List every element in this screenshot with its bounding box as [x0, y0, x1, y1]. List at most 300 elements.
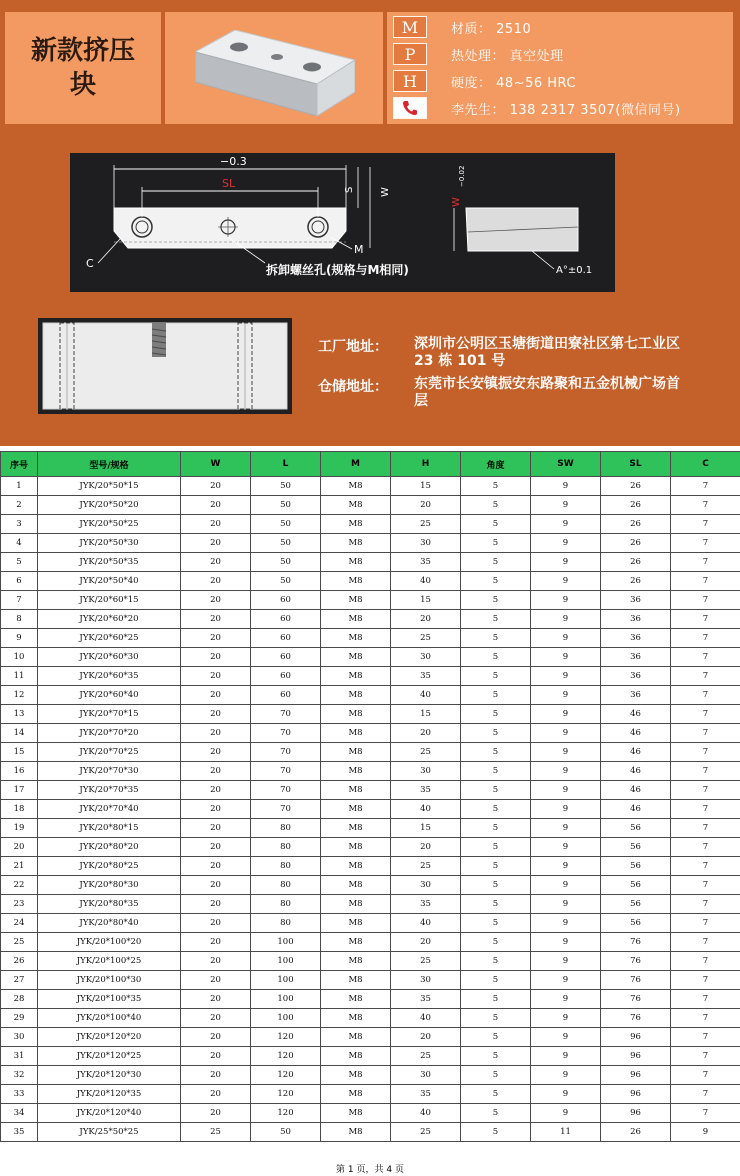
table-cell: 5 [461, 743, 531, 762]
table-cell: 7 [671, 553, 740, 572]
table-row [1, 1066, 740, 1085]
table-cell: 8 [1, 610, 38, 629]
table-cell: 9 [531, 1009, 601, 1028]
table-cell: M8 [321, 876, 391, 895]
table-cell: 20 [181, 971, 251, 990]
table-cell: 20 [391, 496, 461, 515]
table-cell: 9 [531, 705, 601, 724]
table-cell: 7 [671, 743, 740, 762]
table-cell: 96 [601, 1104, 671, 1123]
table-cell: 7 [671, 990, 740, 1009]
table-cell: 9 [531, 743, 601, 762]
table-cell: 20 [181, 876, 251, 895]
table-cell: 5 [461, 1028, 531, 1047]
table-cell: 26 [601, 496, 671, 515]
table-cell: 40 [391, 1104, 461, 1123]
table-cell: 80 [251, 819, 321, 838]
table-cell: 30 [391, 534, 461, 553]
table-cell: 76 [601, 971, 671, 990]
table-cell: 80 [251, 838, 321, 857]
table-cell: 25 [391, 1047, 461, 1066]
table-cell: 9 [531, 1066, 601, 1085]
table-cell: 9 [531, 800, 601, 819]
table-row [1, 724, 740, 743]
label-angle: A°±0.1 [556, 265, 593, 276]
table-cell: 36 [601, 591, 671, 610]
table-cell: JYK/20*80*15 [38, 819, 181, 838]
table-header-row [1, 452, 740, 477]
table-cell: 5 [461, 819, 531, 838]
dim-w-tolerance: −0.02 [458, 165, 466, 187]
table-row [1, 990, 740, 1009]
table-cell: M8 [321, 857, 391, 876]
table-cell: 7 [671, 629, 740, 648]
table-cell: 50 [251, 1123, 321, 1142]
table-cell: JYK/20*120*25 [38, 1047, 181, 1066]
phone-icon [393, 97, 427, 119]
table-cell: 36 [601, 629, 671, 648]
column-header: C [671, 452, 740, 477]
table-cell: 7 [671, 895, 740, 914]
product-banner [0, 0, 740, 446]
table-cell: 9 [531, 895, 601, 914]
table-cell: 5 [461, 857, 531, 876]
column-header: W [181, 452, 251, 477]
address-block [318, 336, 684, 416]
table-cell: 20 [181, 1028, 251, 1047]
table-cell: 36 [601, 648, 671, 667]
table-cell: 16 [1, 762, 38, 781]
table-row [1, 610, 740, 629]
table-cell: 20 [391, 933, 461, 952]
table-row [1, 762, 740, 781]
table-cell: 50 [251, 553, 321, 572]
table-row [1, 1028, 740, 1047]
table-cell: 5 [461, 876, 531, 895]
table-row [1, 743, 740, 762]
table-cell: 40 [391, 572, 461, 591]
table-cell: 5 [461, 971, 531, 990]
table-cell: 35 [391, 781, 461, 800]
table-cell: M8 [321, 496, 391, 515]
table-cell: 56 [601, 838, 671, 857]
table-cell: 25 [391, 515, 461, 534]
table-cell: 17 [1, 781, 38, 800]
table-cell: 30 [391, 1066, 461, 1085]
table-cell: 46 [601, 800, 671, 819]
spec-key-p: P [393, 43, 427, 65]
table-cell: 25 [391, 1123, 461, 1142]
table-cell: 5 [461, 933, 531, 952]
table-cell: 7 [671, 1028, 740, 1047]
table-cell: M8 [321, 629, 391, 648]
table-cell: 100 [251, 933, 321, 952]
table-cell: M8 [321, 648, 391, 667]
table-cell: 35 [1, 1123, 38, 1142]
dim-top: −0.3 [220, 155, 247, 168]
table-cell: JYK/20*50*30 [38, 534, 181, 553]
table-row [1, 477, 740, 496]
table-cell: 20 [181, 648, 251, 667]
table-cell: 24 [1, 914, 38, 933]
table-cell: JYK/20*120*30 [38, 1066, 181, 1085]
table-cell: 12 [1, 686, 38, 705]
table-cell: M8 [321, 1104, 391, 1123]
table-cell: 7 [671, 724, 740, 743]
table-row [1, 838, 740, 857]
table-cell: 9 [531, 1028, 601, 1047]
table-cell: 15 [1, 743, 38, 762]
table-cell: 5 [461, 990, 531, 1009]
table-cell: 9 [531, 914, 601, 933]
table-cell: 5 [461, 1123, 531, 1142]
table-cell: 25 [391, 629, 461, 648]
table-cell: M8 [321, 610, 391, 629]
table-cell: 96 [601, 1047, 671, 1066]
table-cell: 60 [251, 591, 321, 610]
table-cell: M8 [321, 952, 391, 971]
table-cell: 30 [391, 971, 461, 990]
table-cell: 9 [531, 724, 601, 743]
table-cell: 25 [391, 743, 461, 762]
table-row [1, 971, 740, 990]
table-cell: 50 [251, 534, 321, 553]
column-header: 序号 [1, 452, 38, 477]
table-cell: 76 [601, 952, 671, 971]
table-cell: 9 [531, 762, 601, 781]
table-cell: 26 [601, 477, 671, 496]
table-row [1, 629, 740, 648]
table-cell: 29 [1, 1009, 38, 1028]
table-cell: 5 [461, 705, 531, 724]
table-cell: 5 [461, 914, 531, 933]
table-cell: 5 [461, 762, 531, 781]
table-cell: 20 [181, 591, 251, 610]
warehouse-address-row [318, 376, 684, 410]
table-cell: 100 [251, 990, 321, 1009]
warehouse-address: 东莞市长安镇振安东路聚和五金机械广场首层 [414, 376, 680, 409]
column-header: H [391, 452, 461, 477]
table-cell: 20 [181, 914, 251, 933]
table-cell: JYK/20*100*20 [38, 933, 181, 952]
table-cell: 9 [531, 534, 601, 553]
table-cell: 9 [531, 971, 601, 990]
table-cell: 5 [461, 591, 531, 610]
table-cell: 9 [531, 1085, 601, 1104]
product-photo [195, 30, 355, 116]
table-cell: M8 [321, 781, 391, 800]
table-cell: 80 [251, 895, 321, 914]
table-cell: JYK/20*100*30 [38, 971, 181, 990]
table-cell: 7 [671, 496, 740, 515]
table-cell: 20 [181, 933, 251, 952]
table-cell: 96 [601, 1028, 671, 1047]
spec-hardness-row [393, 69, 576, 93]
table-cell: M8 [321, 1066, 391, 1085]
dim-w: W [380, 187, 391, 197]
table-row [1, 686, 740, 705]
table-cell: 70 [251, 762, 321, 781]
table-cell: 20 [181, 629, 251, 648]
table-cell: M8 [321, 819, 391, 838]
table-cell: 7 [671, 800, 740, 819]
table-cell: M8 [321, 1028, 391, 1047]
table-cell: 26 [601, 572, 671, 591]
column-header: SW [531, 452, 601, 477]
table-cell: 46 [601, 743, 671, 762]
table-row [1, 572, 740, 591]
table-cell: 7 [671, 819, 740, 838]
table-cell: 20 [391, 1028, 461, 1047]
factory-address-row [318, 336, 684, 370]
table-cell: M8 [321, 971, 391, 990]
table-cell: 60 [251, 648, 321, 667]
page-indicator: 第 1 页，共 4 页 [336, 1165, 404, 1175]
table-cell: 7 [671, 781, 740, 800]
table-cell: 56 [601, 895, 671, 914]
table-cell: 5 [461, 800, 531, 819]
table-cell: 7 [671, 1104, 740, 1123]
table-cell: 50 [251, 515, 321, 534]
table-cell: M8 [321, 1047, 391, 1066]
table-cell: 76 [601, 990, 671, 1009]
table-cell: 120 [251, 1066, 321, 1085]
table-cell: 7 [671, 876, 740, 895]
table-cell: 20 [181, 686, 251, 705]
table-cell: 5 [461, 515, 531, 534]
table-cell: 5 [461, 686, 531, 705]
table-cell: 20 [181, 895, 251, 914]
table-cell: 7 [671, 572, 740, 591]
table-cell: 5 [461, 724, 531, 743]
table-row [1, 857, 740, 876]
table-cell: M8 [321, 1123, 391, 1142]
product-photo-box [165, 12, 383, 124]
table-cell: 20 [181, 952, 251, 971]
table-cell: JYK/20*60*20 [38, 610, 181, 629]
table-row [1, 1123, 740, 1142]
table-cell: 9 [531, 857, 601, 876]
table-cell: 7 [671, 534, 740, 553]
table-cell: 1 [1, 477, 38, 496]
table-row [1, 1085, 740, 1104]
table-cell: 5 [461, 895, 531, 914]
table-cell: 20 [181, 496, 251, 515]
table-cell: 7 [671, 610, 740, 629]
table-cell: 46 [601, 762, 671, 781]
table-cell: 20 [181, 800, 251, 819]
table-cell: 70 [251, 800, 321, 819]
table-cell: JYK/20*100*40 [38, 1009, 181, 1028]
table-cell: 15 [391, 819, 461, 838]
table-cell: M8 [321, 895, 391, 914]
table-cell: 35 [391, 553, 461, 572]
table-cell: JYK/20*120*20 [38, 1028, 181, 1047]
table-cell: M8 [321, 534, 391, 553]
table-row [1, 876, 740, 895]
table-cell: 60 [251, 610, 321, 629]
table-cell: JYK/20*70*35 [38, 781, 181, 800]
table-cell: 34 [1, 1104, 38, 1123]
table-cell: JYK/20*50*40 [38, 572, 181, 591]
table-cell: M8 [321, 724, 391, 743]
table-cell: 9 [531, 667, 601, 686]
table-cell: 20 [391, 610, 461, 629]
dim-s: S [344, 186, 355, 193]
table-cell: 60 [251, 629, 321, 648]
drawing-caption: 拆卸螺丝孔(规格与M相同) [266, 263, 409, 277]
table-cell: 7 [671, 648, 740, 667]
table-cell: 35 [391, 895, 461, 914]
table-cell: 96 [601, 1066, 671, 1085]
table-cell: JYK/20*70*40 [38, 800, 181, 819]
column-header: SL [601, 452, 671, 477]
table-cell: 20 [181, 857, 251, 876]
table-cell: 25 [391, 857, 461, 876]
table-cell: M8 [321, 686, 391, 705]
table-cell: 20 [1, 838, 38, 857]
table-cell: 70 [251, 743, 321, 762]
table-cell: JYK/20*70*15 [38, 705, 181, 724]
table-cell: 21 [1, 857, 38, 876]
table-cell: 100 [251, 1009, 321, 1028]
table-cell: 70 [251, 724, 321, 743]
table-cell: 70 [251, 705, 321, 724]
table-cell: 30 [1, 1028, 38, 1047]
table-cell: JYK/20*100*25 [38, 952, 181, 971]
table-cell: 20 [181, 1009, 251, 1028]
table-cell: 7 [671, 1047, 740, 1066]
dim-w-side: W [451, 197, 462, 207]
table-cell: 35 [391, 990, 461, 1009]
table-cell: 33 [1, 1085, 38, 1104]
table-cell: 9 [671, 1123, 740, 1142]
table-row [1, 534, 740, 553]
table-cell: 9 [531, 990, 601, 1009]
table-cell: 9 [531, 515, 601, 534]
table-cell: 20 [181, 1047, 251, 1066]
table-cell: 9 [531, 876, 601, 895]
table-cell: JYK/20*70*30 [38, 762, 181, 781]
table-cell: 20 [181, 743, 251, 762]
table-cell: M8 [321, 933, 391, 952]
table-cell: 80 [251, 914, 321, 933]
table-cell: 20 [181, 515, 251, 534]
table-cell: 7 [671, 952, 740, 971]
table-cell: 9 [531, 1104, 601, 1123]
product-title: 新款挤压块 [30, 36, 135, 100]
table-cell: 120 [251, 1104, 321, 1123]
table-cell: 7 [671, 1066, 740, 1085]
spec-heat-treatment: 热处理： 真空处理 [451, 48, 564, 64]
table-cell: 36 [601, 667, 671, 686]
table-cell: 50 [251, 496, 321, 515]
table-cell: 5 [461, 572, 531, 591]
table-cell: JYK/20*50*25 [38, 515, 181, 534]
table-cell: 5 [461, 477, 531, 496]
table-cell: 7 [671, 838, 740, 857]
table-cell: 20 [181, 781, 251, 800]
table-cell: 10 [1, 648, 38, 667]
table-cell: 25 [181, 1123, 251, 1142]
table-cell: 20 [181, 572, 251, 591]
table-row [1, 667, 740, 686]
table-row [1, 800, 740, 819]
table-row [1, 515, 740, 534]
table-cell: 30 [391, 876, 461, 895]
table-cell: JYK/20*120*40 [38, 1104, 181, 1123]
table-cell: 9 [531, 477, 601, 496]
table-cell: 20 [181, 990, 251, 1009]
table-cell: M8 [321, 1009, 391, 1028]
table-cell: 40 [391, 914, 461, 933]
table-cell: 7 [671, 1009, 740, 1028]
table-cell: JYK/20*80*35 [38, 895, 181, 914]
table-cell: 100 [251, 971, 321, 990]
spec-hardness: 硬度： 48~56 HRC [451, 75, 576, 91]
table-cell: 9 [531, 553, 601, 572]
table-cell: M8 [321, 800, 391, 819]
table-cell: 9 [531, 1047, 601, 1066]
table-cell: 15 [391, 477, 461, 496]
dim-sl: SL [222, 177, 236, 190]
table-row [1, 1047, 740, 1066]
table-cell: M8 [321, 762, 391, 781]
table-cell: 11 [531, 1123, 601, 1142]
table-cell: 9 [531, 781, 601, 800]
table-cell: 20 [181, 667, 251, 686]
table-cell: JYK/20*80*20 [38, 838, 181, 857]
table-cell: M8 [321, 667, 391, 686]
spec-contact-row [393, 96, 681, 120]
table-cell: 3 [1, 515, 38, 534]
spec-material-row [393, 15, 531, 39]
factory-address: 深圳市公明区玉塘街道田寮社区第七工业区 23 栋 101 号 [414, 336, 680, 369]
table-cell: 35 [391, 1085, 461, 1104]
table-cell: 9 [531, 572, 601, 591]
table-cell: M8 [321, 572, 391, 591]
spec-key-h: H [393, 70, 427, 92]
table-cell: 120 [251, 1085, 321, 1104]
table-cell: JYK/20*80*30 [38, 876, 181, 895]
table-row [1, 648, 740, 667]
table-cell: 76 [601, 933, 671, 952]
table-cell: M8 [321, 477, 391, 496]
table-cell: 6 [1, 572, 38, 591]
table-cell: 7 [671, 667, 740, 686]
table-cell: 5 [461, 534, 531, 553]
table-cell: 7 [671, 762, 740, 781]
table-cell: M8 [321, 914, 391, 933]
table-cell: 5 [461, 553, 531, 572]
table-cell: M8 [321, 553, 391, 572]
table-cell: 5 [461, 1085, 531, 1104]
table-cell: 20 [181, 477, 251, 496]
table-row [1, 553, 740, 572]
table-cell: 19 [1, 819, 38, 838]
table-cell: 120 [251, 1047, 321, 1066]
label-c: C [86, 257, 94, 270]
table-cell: JYK/20*70*25 [38, 743, 181, 762]
table-cell: 9 [531, 496, 601, 515]
table-cell: 5 [461, 667, 531, 686]
table-cell: 26 [601, 1123, 671, 1142]
table-cell: 20 [181, 1085, 251, 1104]
table-cell: 9 [531, 648, 601, 667]
table-cell: 26 [601, 553, 671, 572]
table-cell: 56 [601, 914, 671, 933]
table-cell: 120 [251, 1028, 321, 1047]
